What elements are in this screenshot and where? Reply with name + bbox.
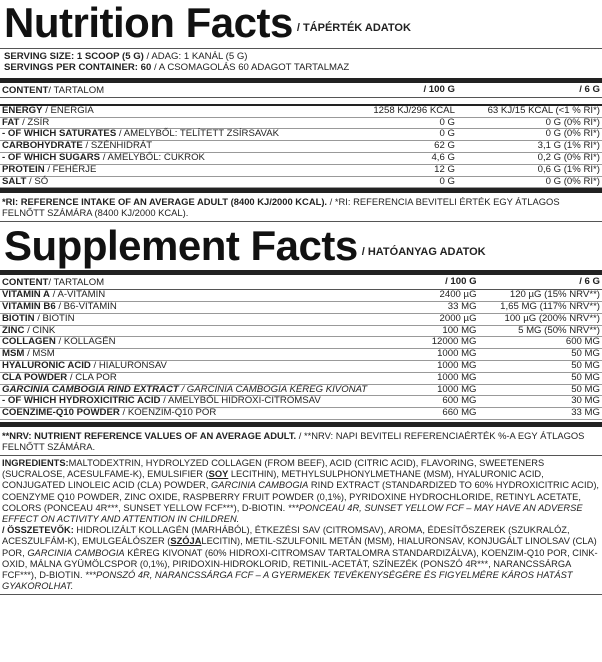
servings-per-container: SERVINGS PER CONTAINER: 60: [4, 62, 152, 73]
row-name: ENERGY: [2, 104, 43, 116]
row-name: CLA POWDER: [2, 371, 68, 383]
supplement-row: [0, 325, 602, 337]
row-name: MSM: [2, 348, 25, 360]
supplement-row: [0, 301, 602, 313]
row-name: - OF WHICH SUGARS: [2, 151, 101, 163]
row-value-100: 62 G: [281, 141, 457, 153]
nutrition-subtitle: / TÁPÉRTÉK ADATOK: [296, 22, 411, 34]
allergen-soy: SOY: [208, 469, 229, 480]
row-name-hu: / KOLLAGÉN: [58, 336, 116, 348]
row-name-hu: / GARCINIA CAMBOGIA KÉREG KIVONAT: [181, 383, 368, 395]
row-value-serving: 50 MG: [479, 372, 602, 384]
servings-hu: / A CSOMAGOLÁS 60 ADAGOT TARTALMAZ: [153, 62, 350, 73]
row-value-serving: 33 MG: [479, 408, 602, 420]
row-value-serving: 120 µG (15% NRV**): [479, 290, 602, 302]
row-name-hu: / AMELYBŐL HIDROXI-CITROMSAV: [163, 395, 321, 407]
sup-header-content-hu: / TARTALOM: [48, 277, 105, 289]
row-name-hu: / SZÉNHIDRÁT: [85, 140, 153, 152]
row-value-100: 100 MG: [369, 325, 478, 337]
row-value-100: 1000 MG: [369, 372, 478, 384]
row-name: HYALURONIC ACID: [2, 359, 91, 371]
row-value-100: 1000 MG: [369, 360, 478, 372]
row-name-hu: / CINK: [27, 324, 56, 336]
supplement-row: [0, 290, 602, 302]
row-name-hu: / FEHÉRJE: [47, 163, 97, 175]
row-value-serving: 63 KJ/15 KCAL (<1 % RI*): [457, 105, 602, 117]
nutrition-table: [0, 83, 602, 188]
supplement-table: [0, 275, 602, 420]
supplement-row: [0, 384, 602, 396]
row-value-serving: 0,2 G (0% RI*): [457, 152, 602, 164]
row-value-serving: 0 G (0% RI*): [457, 129, 602, 141]
row-value-serving: 600 MG: [479, 337, 602, 349]
ingredients-block: [0, 456, 602, 594]
ri-note-hu: / *RI: REFERENCIA BEVITELI ÉRTÉK EGY ÁTLAGOS FELNŐTT SZÁMÁRA (8400 KJ/2000 KCAL).: [2, 196, 560, 219]
supplement-title-row: [0, 222, 602, 270]
supplement-row: [0, 372, 602, 384]
row-name: COENZIME-Q10 POWDER: [2, 407, 120, 419]
ingredients-hu-warning: ***PONSZÓ 4R, NARANCSSÁRGA FCF – A GYERMEKEK TEVÉKENYSÉGÉRE ÉS FIGYELMÉRE KÁROS HATÁST GYAKOROLHAT.: [2, 569, 573, 592]
row-name-hu: / ZSÍR: [22, 116, 50, 128]
row-name: - OF WHICH SATURATES: [2, 128, 117, 140]
nutrition-row: [0, 164, 602, 176]
nrv-note-bold: **NRV: NUTRIENT REFERENCE VALUES OF AN AVERAGE ADULT.: [2, 429, 297, 441]
header-per6: / 6 G: [457, 83, 602, 97]
row-value-serving: 50 MG: [479, 360, 602, 372]
ingredients-hu-label: / ÖSSZETEVŐK:: [2, 525, 74, 536]
row-name-hu: / B6-VITAMIN: [58, 300, 117, 312]
ri-note: [0, 193, 602, 221]
ingredients-hu-text-1: HIDROLIZÁLT KOLLAGÉN (MARHÁBÓL), ÉTKEZÉSI SAV (CITROMSAV), AROMA, ÉDESÍTŐSZEREK (SZUKRALÓZ, ACESZULFÁM-K), EMULGEÁLÓSZER (: [2, 525, 570, 547]
row-value-100: 2000 µG: [369, 313, 478, 325]
row-name: CARBOHYDRATE: [2, 140, 83, 152]
sup-header-per6: / 6 G: [479, 275, 602, 289]
row-value-serving: 100 µG (200% NRV**): [479, 313, 602, 325]
nutrition-title: Nutrition Facts: [4, 0, 293, 46]
row-name: - OF WHICH HYDROXICITRIC ACID: [2, 395, 161, 407]
header-content-hu: / TARTALOM: [48, 85, 105, 96]
row-name-hu: / CLA POR: [69, 371, 117, 383]
row-name: SALT: [2, 175, 27, 187]
row-value-serving: 0,6 G (1% RI*): [457, 164, 602, 176]
row-value-100: 0 G: [281, 117, 457, 129]
ingredients-label: INGREDIENTS:: [2, 457, 69, 468]
nutrition-row: [0, 129, 602, 141]
row-value-serving: 5 MG (50% NRV**): [479, 325, 602, 337]
nutrition-row: [0, 141, 602, 153]
row-name: PROTEIN: [2, 163, 45, 175]
row-name: GARCINIA CAMBOGIA RIND EXTRACT: [2, 383, 179, 395]
ingredients-hu-text-2: LECITIN), METIL-SZULFONIL METÁN (MSM), HIALURONSAV, KONJUGÁLT LINOLSAV (CLA) POR,: [2, 536, 597, 558]
nutrition-row: [0, 105, 602, 117]
row-value-100: 4,6 G: [281, 152, 457, 164]
supplement-row: [0, 396, 602, 408]
row-value-serving: 50 MG: [479, 384, 602, 396]
row-value-100: 600 MG: [369, 396, 478, 408]
row-name-hu: / HIALURONSAV: [93, 359, 167, 371]
row-name-hu: / KOENZIM-Q10 POR: [122, 407, 217, 419]
supplement-row: [0, 360, 602, 372]
row-value-100: 0 G: [281, 129, 457, 141]
nutrition-title-row: [0, 0, 602, 44]
row-value-100: 1000 MG: [369, 349, 478, 361]
ingredients-hu-garcinia: GARCINIA CAMBOGIA: [27, 547, 125, 558]
sup-header-content: CONTENT: [2, 277, 49, 289]
row-name-hu: / BIOTIN: [37, 312, 75, 324]
row-value-100: 12000 MG: [369, 337, 478, 349]
row-name: VITAMIN A: [2, 289, 50, 301]
ri-note-bold: *RI: REFERENCE INTAKE OF AN AVERAGE ADULT (8400 KJ/2000 KCAL).: [2, 196, 328, 208]
row-value-100: 12 G: [281, 164, 457, 176]
serving-info: [0, 49, 602, 74]
row-value-serving: 3,1 G (1% RI*): [457, 141, 602, 153]
serving-size-hu: / ADAG: 1 KANÁL (5 G): [146, 51, 248, 62]
supplement-title: Supplement Facts: [4, 222, 358, 270]
row-name-hu: / AMELYBŐL: CUKROK: [102, 151, 205, 163]
row-value-serving: 0 G (0% RI*): [457, 176, 602, 188]
row-name-hu: / ENERGIA: [45, 104, 94, 116]
sup-header-per100: / 100 G: [369, 275, 478, 289]
supplement-subtitle: / HATÓANYAG ADATOK: [361, 246, 486, 259]
row-name: FAT: [2, 116, 20, 128]
row-value-serving: 50 MG: [479, 349, 602, 361]
row-value-100: 1000 MG: [369, 384, 478, 396]
serving-size-label: SERVING SIZE: 1 SCOOP (5 G): [4, 51, 144, 62]
ingredients-text-3: RIND EXTRACT (STANDARDIZED TO 60% HYDROXICITRIC ACID), COENZYME Q10 POWDER, ZINC OXIDE, RASPBERRY FRUIT POWDER (0,1%), PYRIDOXINE HYDROCHLORIDE, RETINYL ACETATE, COLORS (PONCEAU 4R***, SUNSET YELLOW FCF***), D-BIOTIN.: [2, 480, 599, 513]
row-name: COLLAGEN: [2, 336, 56, 348]
row-value-100: 660 MG: [369, 408, 478, 420]
nrv-note: [0, 427, 602, 455]
supplement-row: [0, 408, 602, 420]
supplement-table-header: [0, 275, 602, 289]
ingredients-text-1: MALTODEXTRIN, HYDROLYZED COLLAGEN (FROM BEEF), ACID (CITRIC ACID), FLAVORING, SWEETENERS (SUCRALOSE, ACESULFAME-K), EMULSIFIER (: [2, 457, 545, 480]
row-name: BIOTIN: [2, 312, 35, 324]
row-name-hu: / A-VITAMIN: [52, 289, 106, 301]
row-value-100: 33 MG: [369, 301, 478, 313]
header-content: CONTENT: [2, 85, 49, 96]
supplement-row: [0, 313, 602, 325]
supplement-row: [0, 337, 602, 349]
row-value-serving: 1,65 MG (117% NRV**): [479, 301, 602, 313]
nutrition-row: [0, 152, 602, 164]
supplement-row: [0, 349, 602, 361]
header-per100: / 100 G: [281, 83, 457, 97]
row-value-100: 0 G: [281, 176, 457, 188]
ingredients-garcinia: GARCINIA CAMBOGIA: [211, 480, 309, 491]
row-name-hu: / SÓ: [29, 175, 49, 187]
nrv-note-hu: / **NRV: NAPI BEVITELI REFERENCIAÉRTÉK %-A EGY ÁTLAGOS FELNŐTT SZÁMÁRA.: [2, 429, 585, 452]
nutrition-row: [0, 117, 602, 129]
row-value-serving: 0 G (0% RI*): [457, 117, 602, 129]
row-name-hu: / MSM: [27, 348, 55, 360]
allergen-szoja: SZÓJA: [170, 536, 202, 547]
row-name: VITAMIN B6: [2, 300, 56, 312]
row-value-serving: 30 MG: [479, 396, 602, 408]
ingredients-text-2: LECITHIN), METHYLSULPHONYLMETHANE (MSM), HYALURONIC ACID, CONJUGATED LINOLEIC ACID (CLA) POWDER,: [2, 469, 544, 491]
row-value-100: 2400 µG: [369, 290, 478, 302]
ingredients-hu-text-3: KÉREG KIVONAT (60% HIDROXI-CITROMSAV TARTALOMRA STANDARDIZÁLVA), KOENZIM-Q10 POR, CINK-OXID, MÁLNA GYÜMÖLCSPOR (0,1%), PIRIDOXIN-HIDROKLORID, RETINIL-ACETÁT, SZÍNEZÉK (PONSZÓ 4R***, NARANCSSÁRGA FCF***), D-BIOTIN.: [2, 547, 598, 580]
ingredients-warning: ***PONCEAU 4R, SUNSET YELLOW FCF – MAY HAVE AN ADVERSE EFFECT ON ACTIVITY AND ATTENTION IN CHILDREN.: [2, 502, 583, 524]
row-name-hu: / AMELYBŐL: TELÍTETT ZSÍRSAVAK: [118, 128, 280, 140]
row-name: ZINC: [2, 324, 25, 336]
nutrition-table-header: [0, 83, 602, 97]
nutrition-row: [0, 176, 602, 188]
row-value-100: 1258 KJ/296 KCAL: [281, 105, 457, 117]
